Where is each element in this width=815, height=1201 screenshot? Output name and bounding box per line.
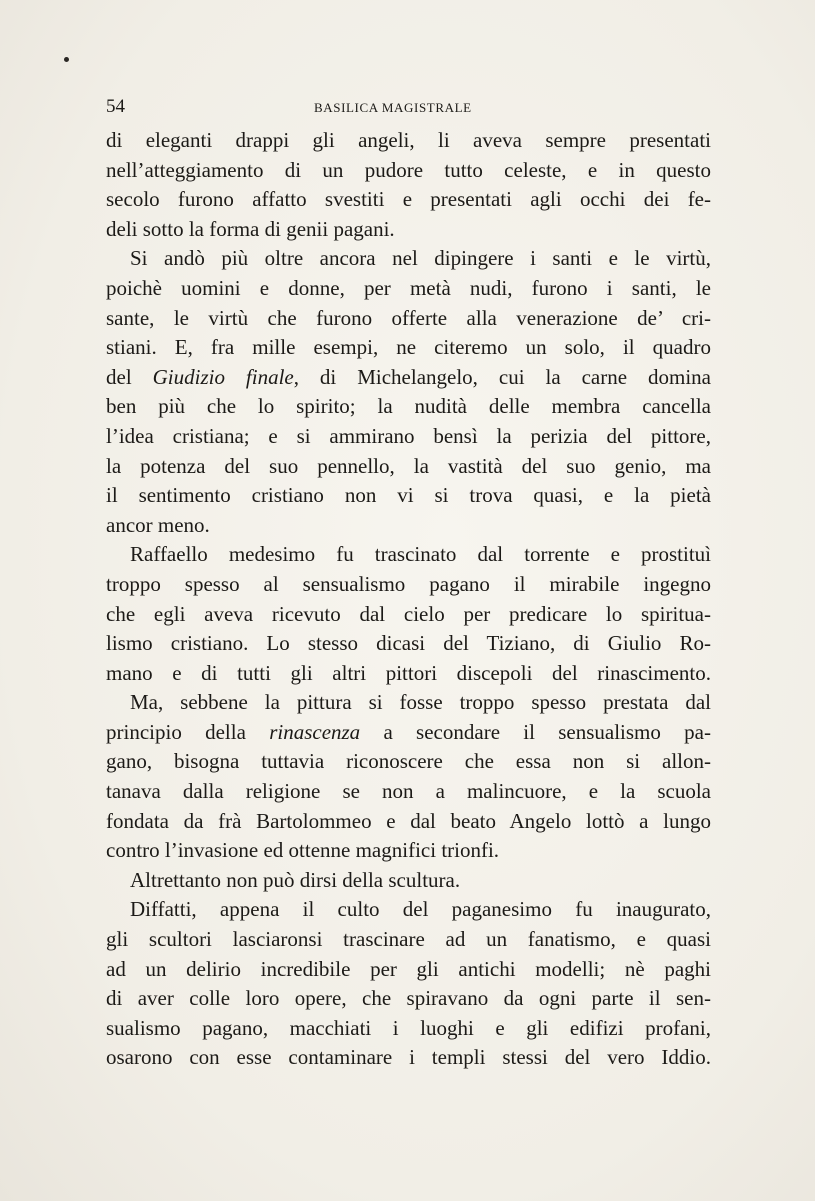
text-line: nell’atteggiamento di un pudore tutto celeste, e in questo (106, 157, 711, 182)
text-line: tanava dalla religione se non a malincuore, e la scuola (106, 779, 711, 804)
running-title: BASILICA MAGISTRALE (314, 100, 472, 115)
body-text (106, 126, 711, 1073)
italic-title: Giudizio finale (152, 364, 294, 389)
line-text: a secondare il sensualismo pa- (360, 719, 711, 744)
text-line: ad un delirio incredibile per gli antichi modelli; nè paghi (106, 956, 711, 981)
ink-speck (64, 57, 69, 62)
text-line: ben più che lo spirito; la nudità delle membra cancella (106, 394, 711, 419)
text-line: deli sotto la forma di genii pagani. (106, 216, 395, 241)
text-line: ancor meno. (106, 512, 210, 537)
text-line: osarono con esse contaminare i templi stessi del vero Iddio. (106, 1045, 711, 1070)
paragraph-start-line: Altrettanto non può dirsi della scultura. (130, 867, 461, 892)
text-line: l’idea cristiana; e si ammirano bensì la perizia del pittore, (106, 423, 711, 448)
text-line: sante, le virtù che furono offerte alla venerazione de’ cri- (106, 305, 711, 330)
text-line: la potenza del suo pennello, la vastità del suo genio, ma (106, 453, 711, 478)
text-line: poichè uomini e donne, per metà nudi, furono i santi, le (106, 275, 711, 300)
text-line: secolo furono affatto svestiti e presentati agli occhi dei fe- (106, 187, 711, 212)
text-line-with-italic (106, 363, 711, 393)
text-line-with-italic (106, 718, 711, 748)
text-line: sualismo pagano, macchiati i luoghi e gli edifizi profani, (106, 1015, 711, 1040)
page-number: 54 (106, 96, 125, 117)
line-text: principio della (106, 719, 270, 744)
text-line: troppo spesso al sensualismo pagano il mirabile ingegno (106, 571, 711, 596)
line-text: del (106, 364, 153, 389)
paragraph-start-line: Raffaello medesimo fu trascinato dal torrente e prostituì (130, 542, 711, 567)
line-text: , di Michelangelo, cui la carne domina (293, 364, 711, 389)
italic-term: rinascenza (269, 719, 361, 744)
page-header (106, 97, 711, 117)
text-line: gli scultori lasciaronsi trascinare ad un fanatismo, e quasi (106, 927, 711, 952)
text-line: stiani. E, fra mille esempi, ne citeremo un solo, il quadro (106, 335, 711, 360)
text-line: di eleganti drappi gli angeli, li aveva sempre presentati (106, 128, 711, 152)
text-line: gano, bisogna tuttavia riconoscere che essa non si allon- (106, 749, 711, 774)
paragraph-start-line: Diffatti, appena il culto del paganesimo fu inaugurato, (130, 897, 711, 922)
text-line: contro l’invasione ed ottenne magnifici trionfi. (106, 838, 500, 863)
text-line: il sentimento cristiano non vi si trova quasi, e la pietà (106, 483, 711, 508)
text-line: fondata da frà Bartolommeo e dal beato Angelo lottò a lungo (106, 808, 711, 833)
paragraph-start-line: Ma, sebbene la pittura si fosse troppo spesso prestata dal (130, 690, 711, 715)
text-line: di aver colle loro opere, che spiravano da ogni parte il sen- (106, 986, 711, 1011)
text-line: mano e di tutti gli altri pittori discepoli del rinascimento. (106, 660, 711, 685)
text-line: lismo cristiano. Lo stesso dicasi del Tiziano, di Giulio Ro- (106, 631, 711, 656)
text-line: che egli aveva ricevuto dal cielo per predicare lo spiritua- (106, 601, 711, 626)
paragraph-start-line: Si andò più oltre ancora nel dipingere i santi e le virtù, (130, 246, 711, 271)
